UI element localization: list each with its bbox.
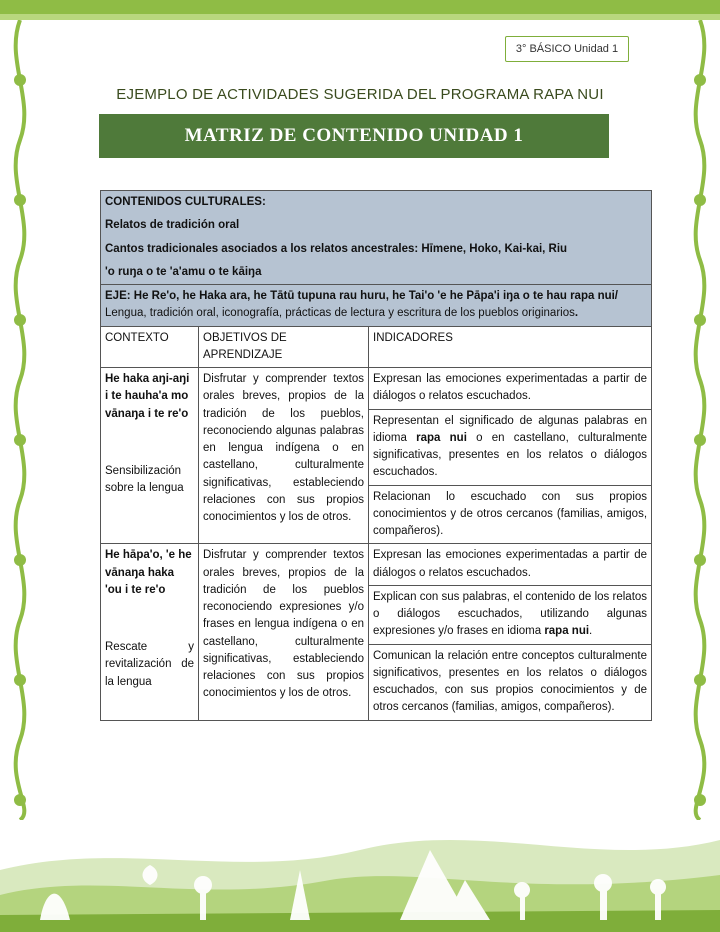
eje-text: Lengua, tradición oral, iconografía, prácticas de lectura y escritura de los pueblos originarios	[105, 307, 575, 320]
context-cell	[101, 544, 199, 720]
indicator-text: Representan el significado de algunas palabras en idioma	[373, 414, 648, 444]
cultural-item: Relatos de tradición oral	[105, 219, 240, 232]
context-title: He haka aŋi-aŋi i te hauha'a mo vānaŋa i te re'o	[105, 373, 190, 420]
matrix-banner: MATRIZ DE CONTENIDO UNIDAD 1	[99, 114, 609, 158]
table-row	[101, 544, 652, 720]
grade-unit-badge: 3° BÁSICO Unidad 1	[505, 36, 629, 62]
indicator-item: Comunican la relación entre conceptos culturalmente significativos, presentes en los relatos o diálogos escuchados, con sus propios conocimientos y de otros cercanos (familias, amigos, compañeros).	[373, 649, 648, 714]
indicator-bold: rapa nui	[416, 431, 467, 444]
eje-row	[101, 285, 652, 327]
objective-cell: Disfrutar y comprender textos orales breves, propios de la tradición de los pueblos, reconociendo algunas palabras en lengua indígena o en castellano, culturalmente significativas, estableciendo relaciones con sus propios conocimientos y los de otros.	[199, 368, 369, 544]
document-title: EJEMPLO DE ACTIVIDADES SUGERIDA DEL PROGRAMA RAPA NUI	[116, 86, 604, 103]
context-subtitle: Rescate y revitalización de la lengua	[105, 641, 194, 688]
indicators-cell	[369, 368, 652, 544]
indicator-text: o en castellano, culturalmente significativas, presentes en los relatos o diálogos escuchados.	[373, 431, 648, 479]
right-decorative-border	[685, 20, 715, 820]
cultural-item: Cantos tradicionales asociados a los relatos ancestrales: Hīmene, Hoko, Kai-kai, Riu	[105, 242, 568, 255]
table-row	[101, 368, 652, 544]
left-decorative-border	[5, 20, 35, 820]
indicator-text: Explican con sus palabras, el contenido de los relatos o diálogos escuchados, utilizando algunas expresiones y/o frases en idioma	[373, 590, 648, 638]
context-subtitle: Sensibilización sobre la lengua	[105, 464, 184, 494]
objective-cell: Disfrutar y comprender textos orales breves, propios de la tradición de los pueblos reconociendo expresiones y/o frases en lengua indígena o en castellano, culturalmente significativas, estableciendo relaciones con sus propios conocimientos y los de otros.	[199, 544, 369, 720]
eje-cell	[101, 285, 652, 327]
cultural-contents-cell	[101, 191, 652, 285]
top-decorative-strip	[0, 0, 720, 20]
table-header-row	[101, 326, 652, 368]
indicator-item: Expresan las emociones experimentadas a partir de diálogos o relatos escuchados.	[369, 544, 651, 586]
indicator-item	[369, 410, 651, 486]
content-matrix-table	[100, 190, 652, 721]
eje-end: .	[574, 307, 579, 320]
indicator-item: Relacionan lo escuchado con sus propios conocimientos y de otros cercanos (familias, amigos, compañeros).	[373, 490, 648, 537]
indicator-text: .	[589, 625, 593, 638]
header-indicadores: INDICADORES	[369, 326, 652, 368]
indicator-bold: rapa nui	[544, 625, 590, 638]
indicators-cell	[369, 544, 652, 720]
header-objetivos: OBJETIVOS DE APRENDIZAJE	[199, 326, 369, 368]
header-contexto: CONTEXTO	[101, 326, 199, 368]
cultural-contents-row	[101, 191, 652, 285]
indicator-item: Expresan las emociones experimentadas a partir de diálogos o relatos escuchados.	[369, 368, 651, 410]
context-cell	[101, 368, 199, 544]
eje-bold: EJE: He Re'o, he Haka ara, he Tātū tupuna rau huru, he Tai'o 'e he Pāpa'i iŋa o te hau rapa nui/	[105, 290, 619, 302]
bottom-landscape-illustration	[0, 810, 720, 932]
cultural-heading: CONTENIDOS CULTURALES:	[105, 196, 266, 208]
indicator-item	[369, 586, 651, 645]
context-title: He hāpa'o, 'e he vānaŋa haka 'ou i te re'o	[105, 549, 192, 596]
cultural-item: 'o ruŋa o te 'a'amu o te kāiŋa	[105, 265, 262, 278]
